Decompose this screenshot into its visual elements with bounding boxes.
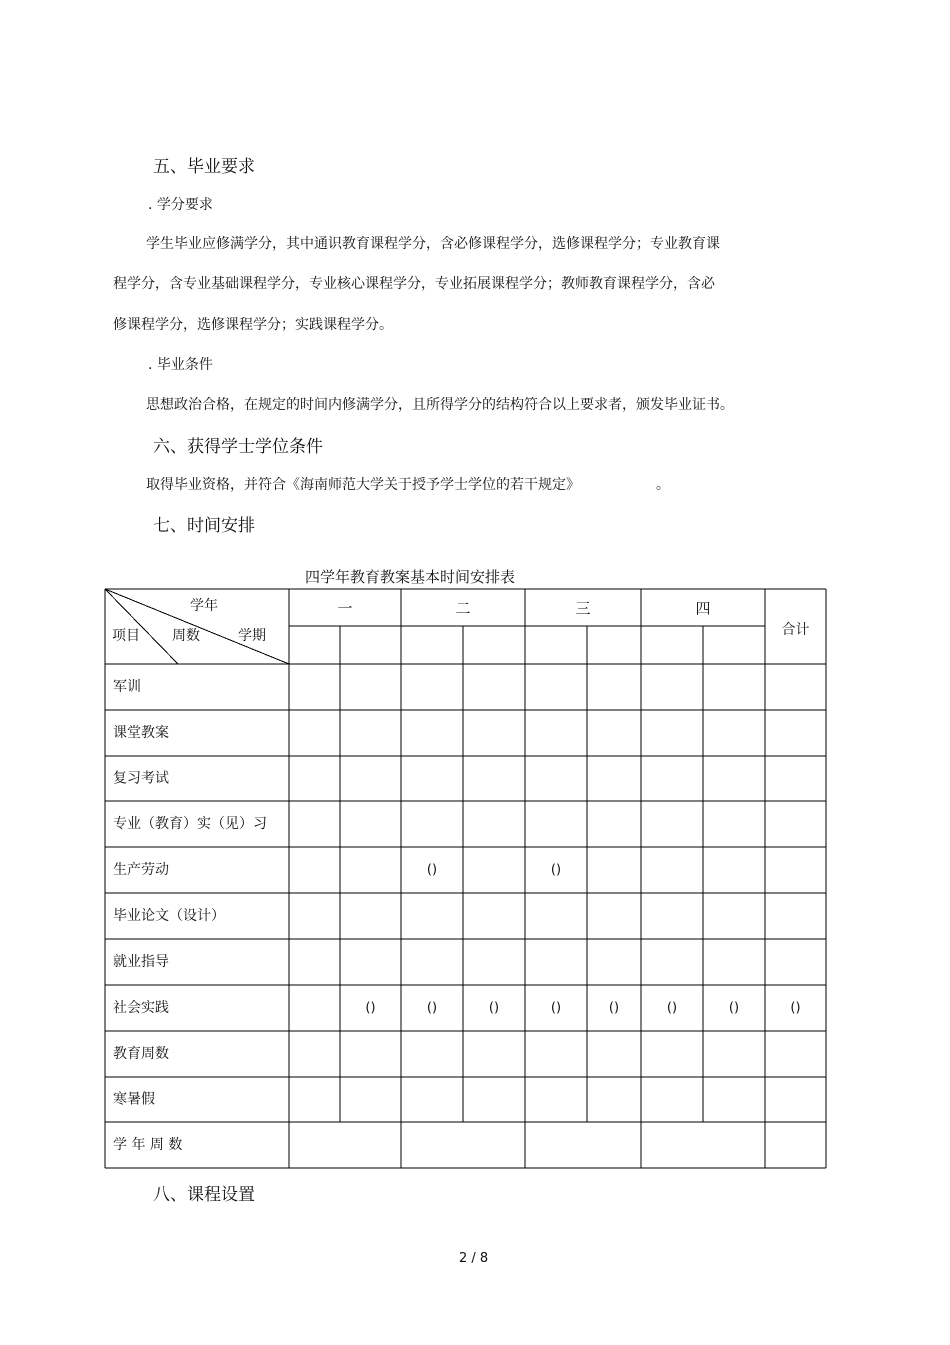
- degree-text: 取得毕业资格，并符合《海南师范大学关于授予学士学位的若干规定》: [146, 477, 580, 493]
- table-cell: (): [426, 1000, 438, 1016]
- table-cell: (): [608, 1000, 620, 1016]
- credits-line-3: 修课程学分，选修课程学分；实践课程学分。: [113, 317, 393, 333]
- corner-label-year: 学年: [190, 598, 218, 614]
- conditions-text: 思想政治合格，在规定的时间内修满学分，且所得学分的结构符合以上要求者，颁发毕业证书。: [146, 397, 734, 413]
- year-header-1: 一: [337, 599, 353, 618]
- table-cell: (): [790, 1000, 801, 1016]
- degree-period: 。: [656, 477, 670, 493]
- table-cell: (): [426, 862, 438, 878]
- table-cell: (): [365, 1000, 376, 1016]
- conditions-title: . 毕业条件: [148, 357, 213, 373]
- page-number: 2 / 8: [459, 1251, 489, 1266]
- row-label: 寒暑假: [113, 1091, 155, 1108]
- credits-line-2: 程学分，含专业基础课程学分，专业核心课程学分，专业拓展课程学分；教师教育课程学分，含必: [113, 276, 715, 292]
- row-label: 毕业论文（设计）: [113, 908, 225, 924]
- corner-label-weeks: 周数: [172, 628, 200, 644]
- table-cell: (): [488, 1000, 500, 1016]
- row-label: 生产劳动: [113, 862, 169, 878]
- section-heading-curriculum: 八、课程设置: [153, 1185, 255, 1205]
- year-header-3: 三: [575, 599, 591, 618]
- table-cell: (): [550, 1000, 562, 1016]
- row-label: 军训: [113, 679, 141, 695]
- table-caption: 四学年教育教案基本时间安排表: [305, 568, 516, 586]
- year-header-4: 四: [695, 599, 711, 618]
- row-label: 专业（教育）实（见）习: [113, 816, 267, 832]
- row-label: 就业指导: [113, 954, 169, 970]
- row-label: 教育周数: [113, 1046, 169, 1062]
- table-cell: (): [666, 1000, 678, 1016]
- year-header-2: 二: [455, 599, 471, 618]
- row-label: 复习考试: [113, 770, 169, 787]
- table-cell: (): [728, 1000, 740, 1016]
- row-label: 课堂教案: [113, 725, 169, 741]
- corner-diagonal-2: [105, 589, 178, 664]
- corner-label-semester: 学期: [238, 628, 266, 644]
- row-label-year-weeks: 学 年 周 数: [113, 1137, 183, 1153]
- credits-title: . 学分要求: [148, 197, 213, 213]
- section-heading-graduation: 五、毕业要求: [153, 157, 255, 177]
- row-label: 社会实践: [113, 1000, 169, 1016]
- section-heading-degree: 六、获得学士学位条件: [153, 437, 323, 457]
- corner-label-item: 项目: [112, 628, 140, 644]
- section-heading-schedule: 七、时间安排: [153, 516, 255, 536]
- credits-line-1: 学生毕业应修满学分，其中通识教育课程学分，含必修课程学分，选修课程学分；专业教育课: [146, 236, 720, 252]
- table-cell: (): [550, 862, 562, 878]
- total-header: 合计: [781, 622, 810, 638]
